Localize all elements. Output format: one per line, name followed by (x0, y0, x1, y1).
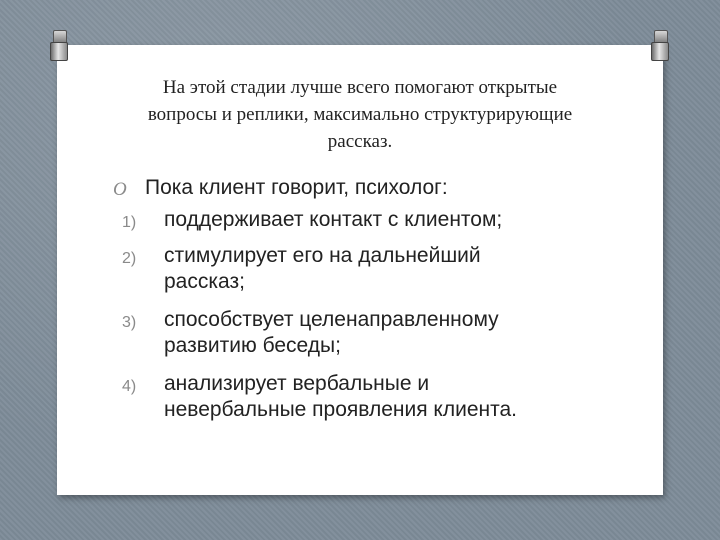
list-item-number: 4) (122, 378, 137, 395)
heading-line: вопросы и реплики, максимально структурирующие (147, 104, 573, 125)
heading-line: На этой стадии лучше всего помогают открытые (162, 77, 558, 98)
list-item-text: рассказ; (164, 270, 245, 293)
list-item-text: способствует целенаправленному (164, 308, 499, 331)
o-bullet-icon: O (113, 179, 127, 200)
list-item-text: развитию беседы; (164, 334, 341, 357)
list-item-number: 1) (122, 214, 137, 231)
intro-bullet-text: Пока клиент говорит, психолог: (145, 176, 448, 199)
list-item-text: поддерживает контакт с клиентом; (164, 208, 503, 231)
pushpin-left-icon (50, 30, 68, 62)
list-item-text: стимулирует его на дальнейший (164, 244, 481, 267)
slide-heading (86, 74, 634, 155)
list-item-number: 2) (122, 250, 137, 267)
list-item-number: 3) (122, 314, 137, 331)
heading-line: рассказ. (327, 131, 393, 152)
pushpin-right-icon (651, 30, 669, 62)
list-item-text: невербальные проявления клиента. (164, 398, 518, 421)
list-item-text: анализирует вербальные и (164, 372, 430, 395)
